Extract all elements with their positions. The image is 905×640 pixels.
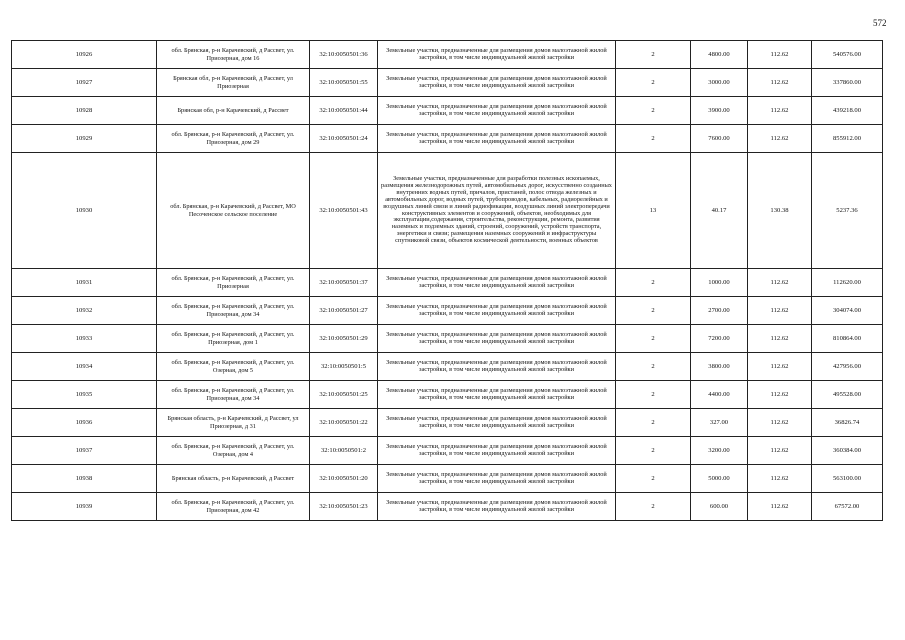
cadastral-number-cell: 32:10:0050501:24 [310, 125, 378, 153]
specific-value-cell: 112.62 [748, 381, 812, 409]
address-cell: Брянская обл, р-н Карачевский, д Рассвет, ул Приозерная [157, 69, 310, 97]
record-id-cell: 10932 [12, 297, 157, 325]
record-id-cell: 10927 [12, 69, 157, 97]
address-cell: Брянская область, р-н Карачевский, д Рассвет, ул Приозерная, д 31 [157, 409, 310, 437]
table-row [12, 437, 883, 465]
record-id-cell: 10937 [12, 437, 157, 465]
table-row [12, 381, 883, 409]
table-row [12, 297, 883, 325]
group-code-cell: 2 [616, 465, 691, 493]
group-code-cell: 2 [616, 69, 691, 97]
group-code-cell: 2 [616, 97, 691, 125]
cadastral-number-cell: 32:10:0050501:20 [310, 465, 378, 493]
address-cell: обл. Брянская, р-н Карачевский, д Рассвет, ул. Озерная, дом 5 [157, 353, 310, 381]
table-row [12, 465, 883, 493]
area-cell: 3000.00 [691, 69, 748, 97]
group-code-cell: 2 [616, 325, 691, 353]
area-cell: 1000.00 [691, 269, 748, 297]
cadastral-value-cell: 5237.36 [812, 153, 883, 269]
land-use-purpose-cell: Земельные участки, предназначенные для размещения домов малоэтажной жилой застройки, в том числе индивидуальной жилой застройки [378, 409, 616, 437]
table-row [12, 325, 883, 353]
land-use-purpose-cell: Земельные участки, предназначенные для размещения домов малоэтажной жилой застройки, в том числе индивидуальной жилой застройки [378, 125, 616, 153]
table-row [12, 409, 883, 437]
specific-value-cell: 112.62 [748, 493, 812, 521]
specific-value-cell: 112.62 [748, 409, 812, 437]
table-row [12, 153, 883, 269]
area-cell: 3800.00 [691, 353, 748, 381]
land-use-purpose-cell: Земельные участки, предназначенные для размещения домов малоэтажной жилой застройки, в том числе индивидуальной жилой застройки [378, 97, 616, 125]
specific-value-cell: 112.62 [748, 297, 812, 325]
cadastral-number-cell: 32:10:0050501:44 [310, 97, 378, 125]
cadastral-value-cell: 540576.00 [812, 41, 883, 69]
cadastral-number-cell: 32:10:0050501:29 [310, 325, 378, 353]
specific-value-cell: 112.62 [748, 125, 812, 153]
cadastral-value-cell: 439218.00 [812, 97, 883, 125]
table-row [12, 493, 883, 521]
address-cell: обл. Брянская, р-н Карачевский, д Рассвет, ул. Озерная, дом 4 [157, 437, 310, 465]
land-use-purpose-cell: Земельные участки, предназначенные для разработки полезных ископаемых, размещения железнодорожных путей, автомобильных дорог, искусственно созданных внутренних водных путей, причалов, пристаней, полос отвода железных и автомобильных дорог, водных путей, трубопроводов, кабельных, радиорелейных и воздушных линий связи и линий радиофикации, воздушных линий электропередачи конструктивных элементов и сооружений, объектов, необходимых для эксплуатации,содержания, строительства, реконструкции, ремонта, развития наземных и подземных зданий, строений, сооружений, устройств транспорта, энергетики и связи; размещения наземных сооружений и инфраструктуры спутниковой связи, объектов космической деятельности, военных объектов [378, 153, 616, 269]
table-row [12, 125, 883, 153]
record-id-cell: 10939 [12, 493, 157, 521]
page-number: 572 [873, 18, 887, 28]
group-code-cell: 2 [616, 41, 691, 69]
cadastral-value-cell: 563100.00 [812, 465, 883, 493]
cadastral-value-cell: 67572.00 [812, 493, 883, 521]
land-use-purpose-cell: Земельные участки, предназначенные для размещения домов малоэтажной жилой застройки, в том числе индивидуальной жилой застройки [378, 297, 616, 325]
specific-value-cell: 112.62 [748, 69, 812, 97]
land-use-purpose-cell: Земельные участки, предназначенные для размещения домов малоэтажной жилой застройки, в том числе индивидуальной жилой застройки [378, 381, 616, 409]
record-id-cell: 10934 [12, 353, 157, 381]
specific-value-cell: 112.62 [748, 437, 812, 465]
table-row [12, 97, 883, 125]
land-use-purpose-cell: Земельные участки, предназначенные для размещения домов малоэтажной жилой застройки, в том числе индивидуальной жилой застройки [378, 41, 616, 69]
record-id-cell: 10933 [12, 325, 157, 353]
record-id-cell: 10935 [12, 381, 157, 409]
area-cell: 3900.00 [691, 97, 748, 125]
specific-value-cell: 112.62 [748, 465, 812, 493]
cadastral-number-cell: 32:10:0050501:23 [310, 493, 378, 521]
group-code-cell: 2 [616, 409, 691, 437]
cadastral-number-cell: 32:10:0050501:36 [310, 41, 378, 69]
area-cell: 4400.00 [691, 381, 748, 409]
cadastral-number-cell: 32:10:0050501:27 [310, 297, 378, 325]
address-cell: обл. Брянская, р-н Карачевский, д Рассвет, ул. Приозерная, дом 34 [157, 381, 310, 409]
address-cell: обл. Брянская, р-н Карачевский, д Рассвет, ул. Приозерная, дом 29 [157, 125, 310, 153]
group-code-cell: 2 [616, 381, 691, 409]
table-row [12, 353, 883, 381]
specific-value-cell: 112.62 [748, 97, 812, 125]
land-use-purpose-cell: Земельные участки, предназначенные для размещения домов малоэтажной жилой застройки, в том числе индивидуальной жилой застройки [378, 465, 616, 493]
cadastral-number-cell: 32:10:0050501:43 [310, 153, 378, 269]
land-use-purpose-cell: Земельные участки, предназначенные для размещения домов малоэтажной жилой застройки, в том числе индивидуальной жилой застройки [378, 353, 616, 381]
address-cell: Брянская область, р-н Карачевский, д Рассвет [157, 465, 310, 493]
group-code-cell: 2 [616, 269, 691, 297]
land-use-purpose-cell: Земельные участки, предназначенные для размещения домов малоэтажной жилой застройки, в том числе индивидуальной жилой застройки [378, 69, 616, 97]
group-code-cell: 2 [616, 493, 691, 521]
record-id-cell: 10930 [12, 153, 157, 269]
cadastral-number-cell: 32:10:0050501:55 [310, 69, 378, 97]
area-cell: 4800.00 [691, 41, 748, 69]
area-cell: 3200.00 [691, 437, 748, 465]
land-use-purpose-cell: Земельные участки, предназначенные для размещения домов малоэтажной жилой застройки, в том числе индивидуальной жилой застройки [378, 437, 616, 465]
group-code-cell: 2 [616, 125, 691, 153]
cadastral-value-cell: 495528.00 [812, 381, 883, 409]
cadastral-value-cell: 360384.00 [812, 437, 883, 465]
address-cell: Брянская обл, р-н Карачевский, д Рассвет [157, 97, 310, 125]
specific-value-cell: 112.62 [748, 269, 812, 297]
group-code-cell: 2 [616, 297, 691, 325]
table-row [12, 41, 883, 69]
address-cell: обл. Брянская, р-н Карачевский, д Рассвет, ул. Приозерная, дом 34 [157, 297, 310, 325]
land-use-purpose-cell: Земельные участки, предназначенные для размещения домов малоэтажной жилой застройки, в том числе индивидуальной жилой застройки [378, 269, 616, 297]
cadastral-number-cell: 32:10:0050501:2 [310, 437, 378, 465]
table-body [12, 41, 883, 521]
area-cell: 327.00 [691, 409, 748, 437]
address-cell: обл. Брянская, р-н Карачевский, д Рассвет, ул. Приозерная [157, 269, 310, 297]
specific-value-cell: 130.38 [748, 153, 812, 269]
address-cell: обл. Брянская, р-н Карачевский, д Рассвет, ул. Приозерная, дом 42 [157, 493, 310, 521]
table-row [12, 269, 883, 297]
specific-value-cell: 112.62 [748, 41, 812, 69]
area-cell: 7200.00 [691, 325, 748, 353]
cadastral-number-cell: 32:10:0050501:5 [310, 353, 378, 381]
area-cell: 7600.00 [691, 125, 748, 153]
area-cell: 600.00 [691, 493, 748, 521]
record-id-cell: 10929 [12, 125, 157, 153]
address-cell: обл. Брянская, р-н Карачевский, д Рассвет, МО Песоченское сельское поселение [157, 153, 310, 269]
land-registry-table [11, 40, 883, 521]
cadastral-value-cell: 427956.00 [812, 353, 883, 381]
cadastral-value-cell: 810864.00 [812, 325, 883, 353]
group-code-cell: 2 [616, 437, 691, 465]
cadastral-number-cell: 32:10:0050501:22 [310, 409, 378, 437]
land-use-purpose-cell: Земельные участки, предназначенные для размещения домов малоэтажной жилой застройки, в том числе индивидуальной жилой застройки [378, 325, 616, 353]
area-cell: 40.17 [691, 153, 748, 269]
cadastral-value-cell: 337860.00 [812, 69, 883, 97]
specific-value-cell: 112.62 [748, 325, 812, 353]
cadastral-number-cell: 32:10:0050501:37 [310, 269, 378, 297]
table-row [12, 69, 883, 97]
cadastral-number-cell: 32:10:0050501:25 [310, 381, 378, 409]
cadastral-value-cell: 36826.74 [812, 409, 883, 437]
record-id-cell: 10928 [12, 97, 157, 125]
record-id-cell: 10938 [12, 465, 157, 493]
area-cell: 2700.00 [691, 297, 748, 325]
specific-value-cell: 112.62 [748, 353, 812, 381]
land-use-purpose-cell: Земельные участки, предназначенные для размещения домов малоэтажной жилой застройки, в том числе индивидуальной жилой застройки [378, 493, 616, 521]
record-id-cell: 10926 [12, 41, 157, 69]
area-cell: 5000.00 [691, 465, 748, 493]
cadastral-value-cell: 304074.00 [812, 297, 883, 325]
group-code-cell: 13 [616, 153, 691, 269]
group-code-cell: 2 [616, 353, 691, 381]
cadastral-value-cell: 112620.00 [812, 269, 883, 297]
record-id-cell: 10936 [12, 409, 157, 437]
record-id-cell: 10931 [12, 269, 157, 297]
address-cell: обл. Брянская, р-н Карачевский, д Рассвет, ул. Приозерная, дом 16 [157, 41, 310, 69]
cadastral-value-cell: 855912.00 [812, 125, 883, 153]
address-cell: обл. Брянская, р-н Карачевский, д Рассвет, ул. Приозерная, дом 1 [157, 325, 310, 353]
